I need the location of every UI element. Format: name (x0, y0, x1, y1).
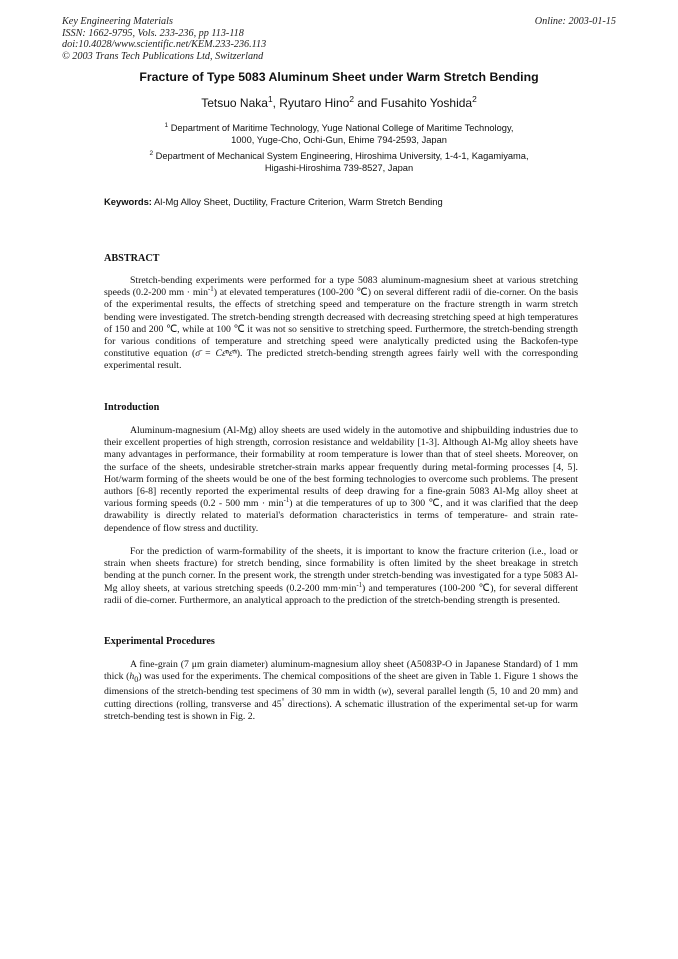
text-run: ), several parallel length (5, 10 and 20 mm) and cutting directions (rolling, transverse and 45 (104, 686, 578, 710)
keywords (104, 196, 443, 207)
text-run: Aluminum-magnesium (Al-Mg) alloy sheets are used widely in the automotive and shipbuilding industries due to their excellent properties of high strength, corrosion resistance and weldability [1-3]. Although Al-Mg alloy sheets have many advantages in performance, their formability at room temperature is lower than that of steel sheets. Moreover, on the surface of the sheets, undesirable stretcher-strain marks appear frequently during metal-forming processes [4, 5]. Hot/warm forming of the sheets would be one of the best forming technologies to overcome such problems. The present authors [6-8] recently reported the experimental results of deep drawing for a fine-grain 5083 Al-Mg alloy sheet at various forming speeds (0.2 - 500 mm · min (104, 425, 578, 510)
text-run: ) and temperatures (100-200 ℃), for several different radii of die-corner. Furthermore, an analytical approach to the prediction of the stretch-bending strength is presented. (104, 582, 579, 606)
experimental-paragraph (104, 659, 578, 723)
superscript: -1 (356, 581, 363, 589)
superscript: -1 (208, 285, 214, 293)
abstract-paragraph (104, 275, 578, 373)
author-name: Ryutaro Hino (279, 96, 350, 110)
text-run: ) at elevated temperatures (100-200 ℃) on several different radii of die-corner. On the basis of the experimental results, the effects of stretching speed and temperature on the fracture strength in warm stretch bending were investigated. The stretch-bending strength decreased with decreasing stretching speed at high temperatures of 150 and 200 ℃, while at 100 ℃ it was not so sensitive to stretching speed. Furthermore, the stretch-bending strength for various conditions of temperature and stretching speed were analytically predicted using the Backofen-type constitutive equation ( (104, 287, 578, 360)
affiliation-line: 1000, Yuge-Cho, Ochi-Gun, Ehime 794-2593, Japan (231, 135, 447, 146)
author-separator: , (272, 96, 280, 110)
symbol-w: w (381, 686, 389, 698)
copyright-line: © 2003 Trans Tech Publications Ltd, Switzerland (62, 50, 264, 62)
introduction-heading: Introduction (104, 402, 160, 413)
text-run: ). The predicted stretch-bending strength agrees fairly well with the corresponding experimental result. (104, 348, 578, 372)
affiliation-number: 1 (164, 121, 169, 129)
journal-header (62, 16, 266, 62)
author-affiliation-mark: 1 (267, 94, 273, 104)
online-date: Online: 2003-01-15 (534, 16, 616, 27)
author-name: Tetsuo Naka (201, 96, 268, 110)
author-list (60, 96, 618, 110)
issn-line: ISSN: 1662-9795, Vols. 233-236, pp 113-118 (62, 27, 244, 39)
superscript: -1 (283, 496, 290, 504)
paper-title: Fracture of Type 5083 Aluminum Sheet under Warm Stretch Bending (139, 70, 539, 84)
affiliation-number: 2 (149, 149, 154, 157)
text-run: For the prediction of warm-formability of the sheets, it is important to know the fracture criterion (i.e., load or strain when sheets fracture) for stretch bending, since formability is often limited by the sheet breakage in stretch bending at the punch corner. In the present work, the strength under stretch-bending was investigated for a type 5083 Al-Mg alloy sheets, at various stretching speeds (0.2-200 mm·min (104, 546, 578, 594)
author-separator: and (353, 96, 381, 110)
keywords-text: Al-Mg Alloy Sheet, Ductility, Fracture Criterion, Warm Stretch Bending (151, 196, 443, 207)
keywords-label: Keywords: (104, 196, 152, 207)
affiliation-1 (60, 122, 618, 147)
text-run: directions). A schematic illustration of the experimental set-up for warm stretch-bending test is shown in Fig. 2. (104, 698, 578, 722)
journal-name: Key Engineering Materials (62, 16, 173, 27)
constitutive-equation: σ̄ = Cε̄ⁿε̇̄ᵐ (195, 348, 237, 360)
text-run: Stretch-bending experiments were performed for a type 5083 aluminum-magnesium sheet at various stretching speeds (0.2-200 mm · min (104, 275, 578, 299)
author-name: Fusahito Yoshida (380, 96, 473, 110)
abstract-heading: ABSTRACT (104, 253, 160, 264)
symbol-h: h (129, 671, 135, 683)
affiliation-line: Department of Mechanical System Engineering, Hiroshima University, 1-4-1, Kagamiyama, (155, 151, 529, 161)
author-affiliation-mark: 2 (349, 94, 354, 104)
affiliation-2 (60, 150, 618, 175)
subscript: 0 (134, 675, 139, 685)
introduction-paragraph-2 (104, 546, 578, 607)
affiliation-line: Department of Maritime Technology, Yuge National College of Maritime Technology, (170, 123, 514, 133)
affiliation-line: Higashi-Hiroshima 739-8527, Japan (264, 163, 414, 174)
doi-line: doi:10.4028/www.scientific.net/KEM.233-236.113 (62, 39, 267, 51)
text-run: A fine-grain (7 μm grain diameter) aluminum-magnesium alloy sheet (A5083P-O in Japanese Standard) of 1 mm thick ( (104, 659, 578, 683)
text-run: ) at die temperatures of up to 300 ℃, and it was clarified that the deep drawability is directly related to material's deformation characteristics in terms of temperature- and strain rate-dependence of flow stress and ductility. (104, 498, 579, 534)
experimental-heading: Experimental Procedures (104, 636, 215, 647)
text-run: ) was used for the experiments. The chemical compositions of the sheet are given in Table 1. Figure 1 shows the dimensions of the stretch-bending test specimens of 30 mm in width ( (104, 671, 578, 698)
degree-mark: ° (281, 697, 285, 705)
author-affiliation-mark: 2 (472, 94, 477, 104)
introduction-paragraph-1 (104, 425, 578, 535)
